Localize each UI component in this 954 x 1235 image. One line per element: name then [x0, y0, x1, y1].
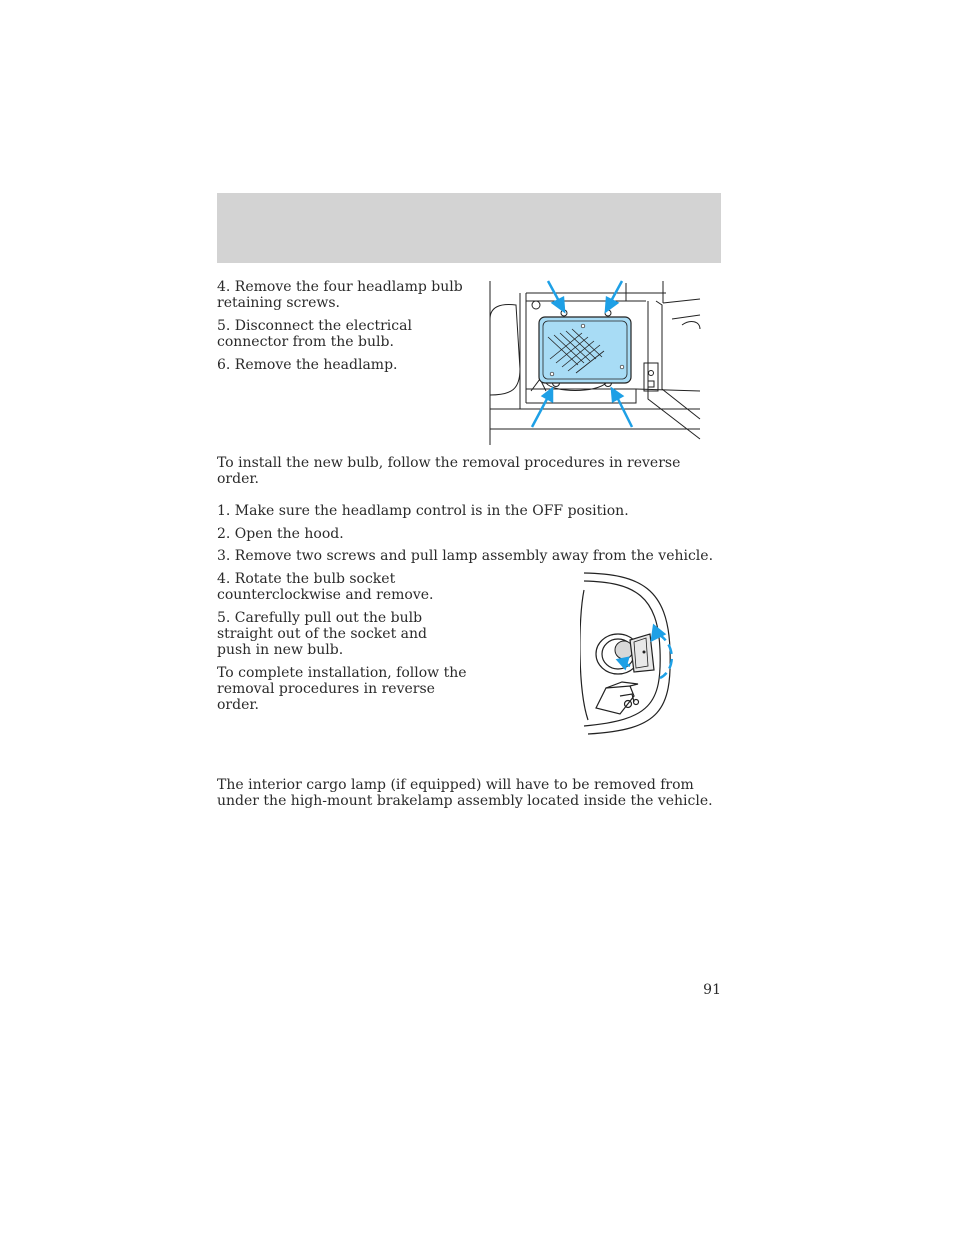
lamp-complete-note: To complete installation, follow the removal procedures in reverse order.	[217, 665, 467, 713]
page-number: 91	[703, 982, 721, 998]
bulb-socket-illustration	[580, 570, 680, 738]
lamp-step-4: 4. Rotate the bulb socket counterclockwise and remove.	[217, 571, 434, 603]
headlamp-step-5: 5. Disconnect the electrical connector from the bulb.	[217, 318, 412, 350]
cargo-lamp-note: The interior cargo lamp (if equipped) will have to be removed from under the high-mount brakelamp assembly located inside the vehicle.	[217, 777, 713, 809]
headlamp-step-6: 6. Remove the headlamp.	[217, 357, 398, 373]
lamp-step-1: 1. Make sure the headlamp control is in the OFF position.	[217, 503, 629, 519]
headlamp-removal-illustration	[486, 279, 702, 447]
install-note: To install the new bulb, follow the removal procedures in reverse order.	[217, 455, 681, 487]
headlamp-step-4: 4. Remove the four headlamp bulb retaining screws.	[217, 279, 463, 311]
lamp-step-2: 2. Open the hood.	[217, 526, 344, 542]
section-header-band	[217, 193, 721, 263]
lamp-step-5: 5. Carefully pull out the bulb straight out of the socket and push in new bulb.	[217, 610, 427, 658]
lamp-step-3: 3. Remove two screws and pull lamp assembly away from the vehicle.	[217, 548, 714, 564]
